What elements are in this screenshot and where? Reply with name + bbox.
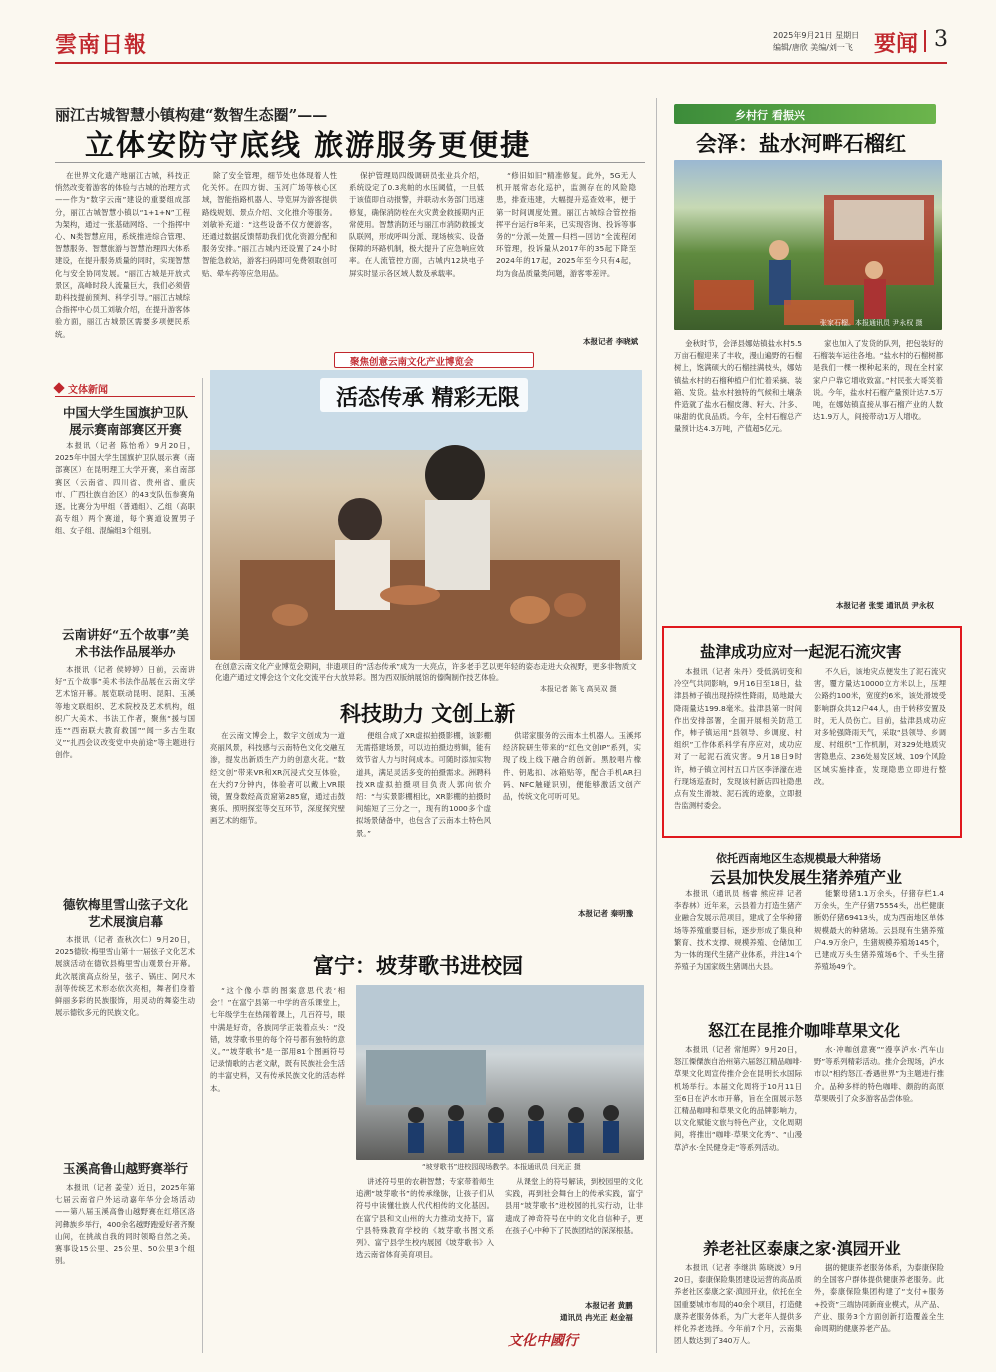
fuzhen-col3: 从课堂上的符号解读，到校园里的文化实践，再到社会舞台上的传承实践，富宁县用“坡芽歌书”进校园的扎实行动，让非遗成了神奇符号在中的文化自信种子，更在孩子心中种下了民族团结的深深根基。	[505, 1177, 643, 1235]
top-col4: “修旧如旧”精准修复。此外，5G无人机开展常态化巡护，监测存在的风险隐患，排查违建，大幅提升巡查效率，便于第一时间调度处置。丽江古城综合管控指挥平台运行8年来，已实现咨询、投诉等事务的“分派—处置—归档—回访”全流程闭环管理，投诉量从2017年的35起下降至2024年的17起，2025年至今只有4起，均为食品质量类问题，游客零差评。	[496, 171, 636, 278]
rural-banner	[674, 104, 936, 124]
fuzhen-col1: “这个像小草的图案意思代表‘相会’！”在富宁县第一中学的音乐课堂上，七年级学生在热闹着课上，几百符号，眼中满是好奇，各族同学正装着点头：“没错，坡芽歌书里的每个符号都有独特的意义。”“坡芽歌书”是一部用81个图画符号记录情歌的古老文献，既有民族社会生活的丰富史料，又有传承民族文化的活态样本。	[210, 986, 345, 1093]
rural-col1: 金秋时节，会泽县娜姑镇盐水村5.5万亩石榴迎来了丰收，漫山遍野的石榴树上，饱满硕大的石榴挂满枝头，娜姑镇盐水村的石榴种植户们忙着采摘、装箱、发货。盐水村独特的气候和土壤条件造就了盐水石榴皮薄、籽大、汁多、味甜的优良品质。今年，全村石榴总产量预计达4.3万吨，产值超5亿元。	[674, 339, 802, 434]
elder-title: 养老社区泰康之家·滇园开业	[703, 1239, 901, 1258]
rural-photo-scene	[674, 160, 942, 330]
top-col2: 除了安全管理，细节处也体现着人性化关怀。在四方街、玉河广场等核心区域，智能指路机器人、导览屏为游客提供路线规划、景点介绍、文化推介等服务。刘敏补充道：“这些设备不仅方便游客，还通过数据反馈帮助我们优化资源分配和服务安排。”丽江古城内还设置了24小时智能急救站，游客扫码即可免费领取创可贴、晕车药等应急用品。	[202, 171, 337, 278]
yanjin-col1: 本报讯（记者 朱丹）受低涡切变和冷空气共同影响，9月16日至18日，盐津县柿子镇出现持续性降雨，局地最大降雨量达199.8毫米。盐津县第一时间作出安排部署，全面开展相关防范工作，柿子镇运用“县领导、乡调度、村组织”工作体系科学有序应对，成功应对了一起泥石流灾害。9月18日9时许，柿子镇立河村五口片区李泽濠在进行现场巡查时，发现该村新店四社隐患点有发生滑坡、泥石流的迹象，立即报告监测村委会。	[674, 667, 802, 811]
pig-col1: 本报讯（通讯员 杨睿 熊应祥 记者 李春林）近年来，云县着力打造生猪产业融合发展示范项目，建成了全华种猪场等养殖重要目标，逐步形成了集良种繁育、技术支撑、规模养殖、仓储加工为一体的现代生猪产业体系，并注14个养殖子为国家级生猪调出大县。	[674, 889, 802, 972]
section-divider	[924, 30, 926, 52]
pig-title-top: 依托西南地区生态规模最大种猪场	[716, 852, 881, 865]
top-title-rule	[55, 162, 645, 163]
left-column-divider	[202, 378, 203, 1353]
a2-text: 本报讯（记者 侯婷婷）日前，云南讲好“五个故事”美术书法作品展在云南文学艺术馆开幕。展览联动昆明、昆阳、玉溪等地文联组织、艺术院校及艺术机构，组织广大美术、书法工作者，聚焦“援与国连”“西南联大教育救国”“闻一多古生取义”“扎西会议改变党中央前途”等主题进行创作。	[55, 665, 195, 760]
rural-banner-text: 乡村行 看振兴	[735, 109, 805, 122]
culture-tag-marker	[53, 382, 64, 393]
elder-col1: 本报讯（记者 李继洪 陈晓波）9月20日，泰康保险集团建设运营的高品质养老社区泰康之家·滇园开业，依托在全国重要城市布局的40余个项目，打造健康养老服务体系，为广大老年人提供多样化养老选择。今年前7个月，云南集团人数达到了340万人。	[674, 1263, 802, 1346]
a3-text: 本报讯（记者 查秋次仁）9月20日，2025德钦·梅里雪山第十一届弦子文化艺术展演活动在德钦县梅里雪山观景台开幕。此次展演高点纷呈，弦子、锅庄、阿尺木刮等传统艺术形态依次亮相，舞者们身着鲜丽多彩的民族服饰，用灵动的舞姿生动展示德钦多元的民族文化。	[55, 935, 195, 1018]
a2-title: 云南讲好“五个故事”美术书法作品展举办	[62, 627, 189, 659]
masthead-editors: 编辑/唐欣 美编/刘一飞	[773, 43, 853, 52]
masthead-logo: 雲南日報	[55, 32, 148, 58]
culture-china-seal: 文化中國行	[508, 1333, 578, 1349]
fuzhen-title: 富宁：坡芽歌书进校园	[313, 953, 523, 978]
elder-col2: 据的健康养老服务体系，为泰康保险的全国客户群体提供健康养老服务。此外，泰康保险集团构建了“支付+服务+投资”三端协同新商业模式，从产品、产业、服务3个方面创新打造覆盖全生命周期的健康养老产品。	[814, 1263, 944, 1334]
a1-title: 中国大学生国旗护卫队展示赛南部赛区开赛	[62, 405, 188, 437]
rural-col2: 家也加入了发货的队列，把包装好的石榴装车运往各地。“盐水村的石榴树都是我们一棵一棵种起来的，现在全村家家户户靠它增收致富。”村民张大哥笑着说。今年，盐水村石榴产量预计达7.5万吨，在娜姑镇直接从事石榴产业的人数达1.9万人，间接带动1万人增收。	[813, 339, 943, 422]
culture-tag: 文体新闻	[68, 385, 108, 396]
expo-photo	[210, 370, 642, 660]
tech-title: 科技助力 文创上新	[340, 701, 516, 726]
tech-col2: 便组合成了XR虚拟拍摄影棚，该影棚无需搭建场景，可以边拍摄边剪辑，能有效节省人力与时间成本。可随时添加实物道具，满足灵活多变的拍摄需求。洲聘科技XR虚拟拍摄项目负责人郭向依介绍：“与实景影棚相比，XR影棚的拍摄时间缩短了三分之一，现有的1000多个虚拟场景储备中，也包含了云南本土特色风景。”	[356, 731, 491, 838]
top-byline: 本报记者 李晓斌	[583, 337, 639, 346]
fuzhen-col2: 讲述符号里的农耕智慧；专家带着师生追溯“坡芽歌书”的传承缘脉，让孩子们从符号中读懂壮族人代代相传的文化基因。在富宁县和文山州的大力推动支持下，富宁县特殊教育学校的《坡芽歌书图文系列》、富宁县学生校内展园《坡芽歌书》入选云南省体育美育项目。	[356, 1177, 494, 1260]
right-column-divider	[656, 98, 657, 1353]
expo-title: 活态传承 精彩无限	[336, 385, 520, 411]
top-col3: 保护管理局四级调研员张业兵介绍，系统设定了0.3兆帕的水压阈值，一旦低于该值即自动报警，并联动水务部门迅速修复，确保消防栓在火灾黄金救援期内正常使用。智慧消防还与丽江市消防救援支队联网，形成呼叫分派、现场核实、设备保障的环路机制，极大提升了应急响应效率。在人流管控方面，古城内12块电子屏实时显示各区域人数及承载率。	[349, 171, 484, 278]
tech-byline: 本报记者 秦明豫	[578, 909, 634, 918]
top-kicker: 丽江古城智慧小镇构建“数智生态圈”——	[55, 106, 328, 124]
coffee-col2: 水·冲咖创意赛”“漫享泸水·汽车山野”等系列精彩活动。推介会现场，泸水市以“相约怒江·香遇世界”为主题进行推介。品种多样的特色咖啡、颇韵的高原草果吸引了众多游客品尝体验。	[814, 1045, 944, 1103]
fuzhen-caption: “坡芽歌书”进校园现场教学。本报通讯员 闫光正 摄	[422, 1163, 581, 1171]
expo-photo-scene	[210, 370, 642, 660]
pig-title: 云县加快发展生猪养殖产业	[710, 868, 903, 887]
page-number: 3	[934, 27, 948, 52]
a4-title: 玉溪高鲁山越野赛举行	[62, 1161, 188, 1176]
coffee-title: 怒江在昆推介咖啡草果文化	[708, 1021, 901, 1040]
masthead-rule	[55, 62, 947, 64]
rural-photo-caption: 张家石榴。本报通讯员 尹永权 摄	[820, 319, 923, 327]
expo-credit: 本报记者 陈飞 高吴双 摄	[540, 685, 617, 693]
a3-title: 德钦梅里雪山弦子文化艺术展演启幕	[62, 897, 188, 929]
fuzhen-byline-top: 本报记者 黄鹏	[585, 1301, 633, 1310]
masthead-date: 2025年9月21日 星期日	[773, 31, 860, 40]
expo-caption: 在创意云南文化产业博览会期间，非遗项目的“活态传承”成为一大亮点，许多老手艺以更年轻的姿态走进大众视野，更多非物质文化遗产通过文博会这个文化交流平台大放异彩。图为西双版纳展馆的傣陶制作技艺体验。	[215, 662, 637, 682]
culture-tag-rule	[55, 396, 195, 397]
a1-text: 本报讯（记者 陈怡希）9月20日，2025年中国大学生国旗护卫队展示赛（南部赛区）在昆明理工大学开赛，来自南部赛区（云南省、四川省、贵州省、重庆市、广西壮族自治区）的43支队伍参赛角逐。比赛分为甲组（普通组）、乙组（高职高专组）两个赛道，每个赛道设置男子组、女子组、混编组3个组别。	[55, 441, 195, 536]
rural-photo	[674, 160, 942, 330]
expo-banner-text: 聚焦创意云南文化产业博览会	[350, 357, 474, 368]
fuzhen-byline: 通讯员 冉光正 赵金福	[560, 1313, 633, 1322]
rural-byline: 本报记者 张雯 通讯员 尹永权	[836, 601, 934, 610]
top-col1: 在世界文化遗产地丽江古城，科技正悄然改变着游客的体验与古城的治理方式——作为“数字云南”建设的重要组成部分，丽江古城智慧小镇以“1+1+N”工程为架构，通过一张基础网络、一个指挥中心、N类智慧应用，系统推进综合管理、智慧服务、智慧旅游与智慧治理四大体系建设，在提升服务质量的同时，实现智慧化与安全协同发展。“丽江古城是开放式景区，高峰时段人流量巨大，我们必须借助科技提前预判、科学引导。”丽江古城综合指挥中心员工刘敏介绍，在提升游客体验方面，丽江古城景区需要多项便民系统。	[55, 171, 190, 339]
tech-col3: 供诺家服务的云南本土机器人。玉溪邦经济院研生带来的“红色文创IP”系列，实现了线上线下融合的创新。黑胶唱片橡件、钥匙扣、冰箱贴等，配合手机AR扫码、NFC触碰识别，便能够激活文创产品，传统文化可听可见。	[503, 731, 641, 802]
tech-col1: 在云南文博会上，数字文创成为一道亮丽风景，科技感与云南特色文化交融互渗，提发出新质生产力的创意火花。“数经文创”带来VR和XR沉浸式交互体验，在大约7分钟内，体验者可以戴上VR眼镜，置身数经高贡窟第285窟，通过击鼓赛乐、照明探室等交互环节，深度探究壁画艺术的细节。	[210, 731, 345, 826]
fuzhen-photo	[356, 985, 644, 1160]
top-title: 立体安防守底线 旅游服务更便捷	[85, 128, 532, 162]
yanjin-title: 盐津成功应对一起泥石流灾害	[700, 642, 902, 661]
coffee-col1: 本报讯（记者 常旭晖）9月20日，怒江傈僳族自治州第六届怒江精品咖啡·草果文化周宣传推介会在昆明长水国际机场举行。本届文化周将于10月11日至6日在泸水市开幕，旨在全面展示怒江精品咖啡和草果文化的品牌影响力，以文化赋能文旅与特色产业，文化周期间，将推出“咖啡·草果文化秀”、“山漫草泸水·全民健身走”等系列活动。	[674, 1045, 802, 1152]
pig-col2: 能繁母猪1.1万余头，仔猪存栏1.4万余头，生产仔猪75554头，出栏健康断奶仔猪69413头，成为西南地区单体规模最大的种猪场。云县现有生猪养殖户4.9万余户，生猪规模养殖场145个，已建成万头生猪养殖场6个、千头生猪养殖场49个。	[814, 889, 944, 972]
yanjin-col2: 不久后，该地灾点便发生了泥石流灾害，覆方量达10000立方米以上，压埋公路约100米，宽度约6米，该处滑坡受影响群众共12户44人，由于转移安置及时，无人员伤亡。目前，盐津县成功应对多轮强降雨天气，采取“县领导、乡调度、村组织”工作机制，对329处地质灾害隐患点、236处易发区域、109个风险区域实施排查，发现隐患立即进行整改。	[814, 667, 946, 786]
rural-title: 会泽：盐水河畔石榴红	[696, 131, 906, 156]
fuzhen-photo-scene	[356, 985, 644, 1160]
section-name: 要闻	[874, 31, 919, 57]
a4-text: 本报讯（记者 姜莹）近日，2025年第七届云南省户外运动嘉年华分会场活动——第八届玉溪高鲁山越野赛在红塔区洛河彝族乡举行，400余名越野跑爱好者齐聚山间，在挑战自我的同时领略自然之美。赛事设15公里、25公里、50公里3个组别。	[55, 1183, 195, 1266]
